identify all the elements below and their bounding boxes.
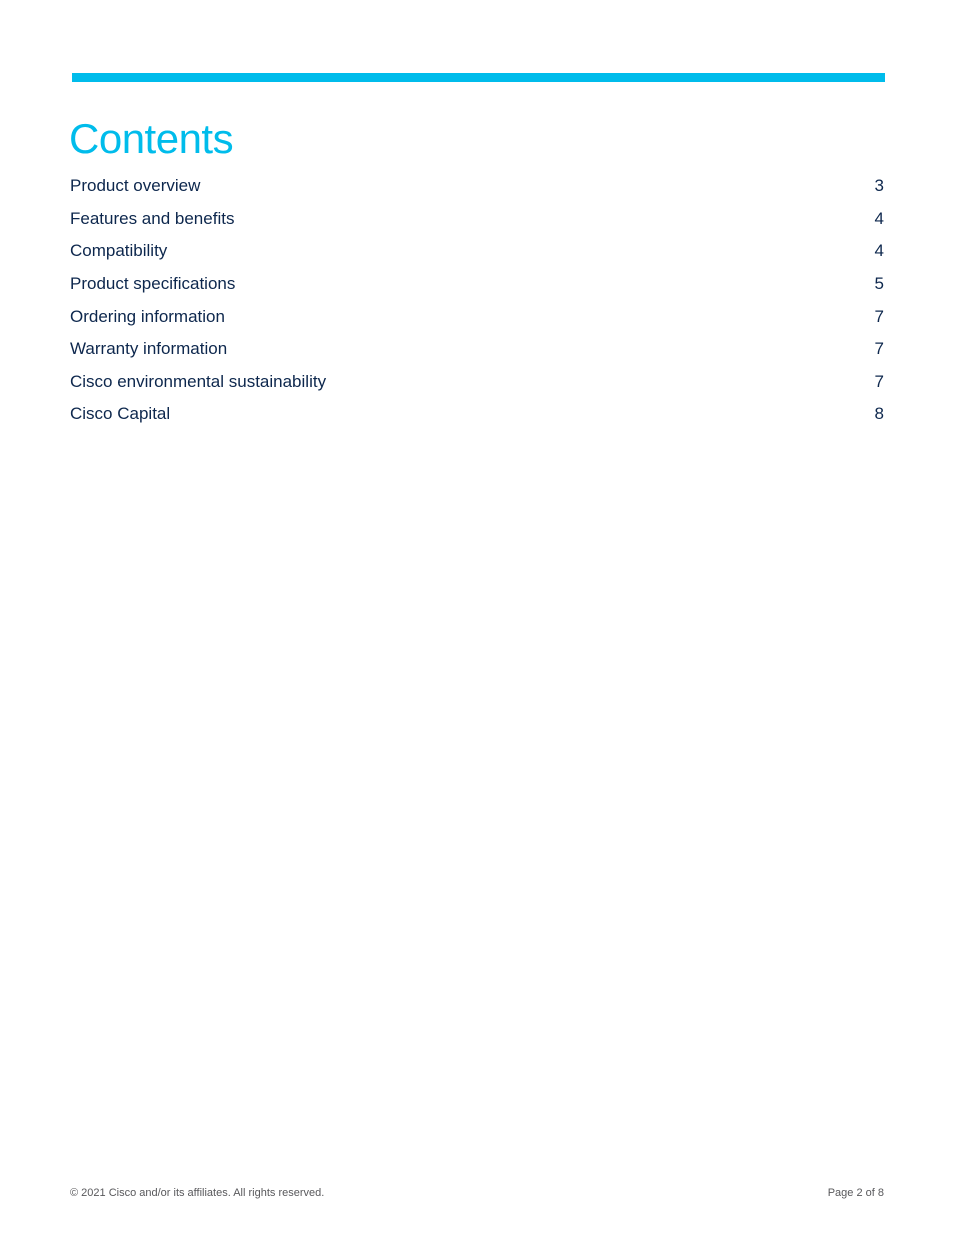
toc-entry-features-and-benefits[interactable] [70,203,884,236]
toc-entry-label: Features and benefits [70,208,235,228]
header-accent-bar [72,73,885,82]
page-title: Contents [69,115,234,162]
toc-entry-environmental-sustainability[interactable] [70,366,884,399]
footer-page-indicator: Page 2 of 8 [827,1187,884,1199]
footer-copyright: © 2021 Cisco and/or its affiliates. All rights reserved. [70,1187,325,1199]
toc-entry-product-specifications[interactable] [70,268,884,301]
toc-entry-cisco-capital[interactable] [70,398,884,431]
toc-entry-label: Cisco Capital [70,404,171,424]
toc-entry-page-number: 7 [874,306,884,326]
table-of-contents [70,170,884,431]
toc-entry-label: Cisco environmental sustainability [70,371,327,391]
toc-entry-page-number: 3 [874,176,884,196]
toc-entry-page-number: 4 [874,241,884,261]
toc-entry-page-number: 7 [874,371,884,391]
toc-entry-label: Ordering information [70,306,225,326]
toc-entry-warranty-information[interactable] [70,333,884,366]
toc-entry-product-overview[interactable] [70,170,884,203]
toc-entry-label: Product specifications [70,274,236,294]
toc-entry-page-number: 4 [874,208,884,228]
toc-entry-ordering-information[interactable] [70,300,884,333]
toc-entry-label: Product overview [70,176,201,196]
toc-entry-page-number: 7 [874,339,884,359]
toc-entry-label: Compatibility [70,241,168,261]
toc-entry-compatibility[interactable] [70,235,884,268]
toc-entry-page-number: 8 [874,404,884,424]
toc-entry-page-number: 5 [874,274,884,294]
toc-entry-label: Warranty information [70,339,228,359]
page-footer [70,1187,884,1199]
